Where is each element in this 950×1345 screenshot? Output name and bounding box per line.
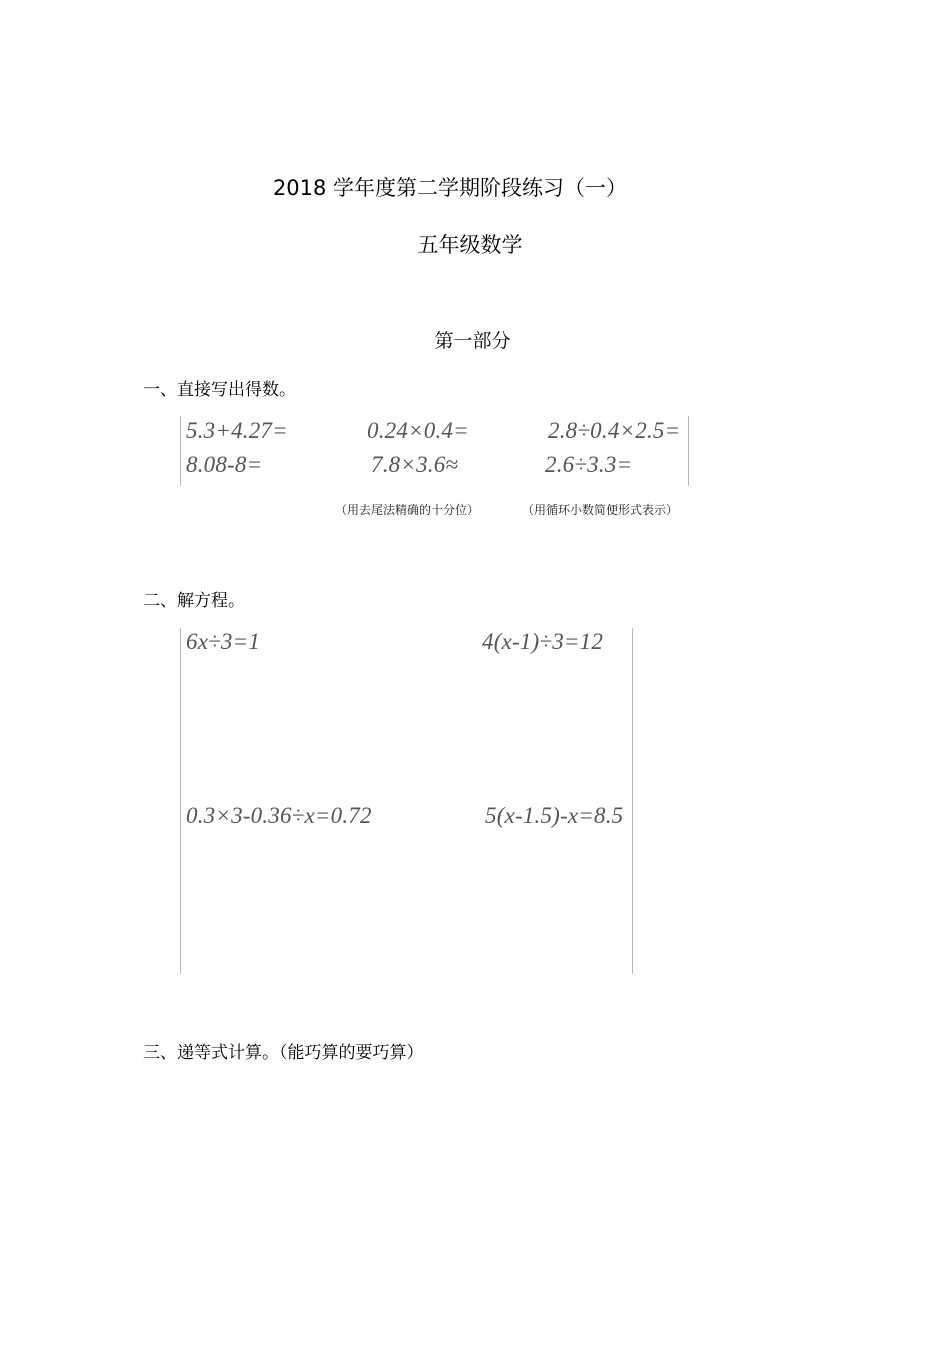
section-3-heading: 三、递等式计算。（能巧算的要巧算） [143,1043,424,1063]
part-heading: 第一部分 [434,330,511,352]
problem-r1c2: 0.24×0.4= [367,418,469,443]
note-repeating-decimal: （用循环小数简便形式表示） [522,503,679,517]
section-1-heading: 一、直接写出得数。 [143,380,296,400]
exam-subtitle: 五年级数学 [417,233,523,257]
section-2-heading: 二、解方程。 [143,591,245,611]
problem-r1c1: 5.3+4.27= [186,418,288,443]
equation-3: 0.3×3-0.36÷x=0.72 [186,803,372,828]
equation-2: 4(x-1)÷3=12 [482,629,604,654]
problem-r2c3: 2.6÷3.3= [545,452,633,477]
section-1-left-border [180,416,181,486]
section-2-left-border [180,628,181,974]
problem-r1c3: 2.8÷0.4×2.5= [548,418,681,443]
section-1-right-border [688,416,689,486]
section-2-right-border [632,628,633,974]
exam-title: 2018 学年度第二学期阶段练习（一） [272,176,628,200]
equation-4: 5(x-1.5)-x=8.5 [485,803,624,828]
problem-r2c2: 7.8×3.6≈ [371,452,459,477]
note-truncation: （用去尾法精确的十分位） [335,503,480,517]
problem-r2c1: 8.08-8= [186,452,263,477]
equation-1: 6x÷3=1 [186,629,261,654]
